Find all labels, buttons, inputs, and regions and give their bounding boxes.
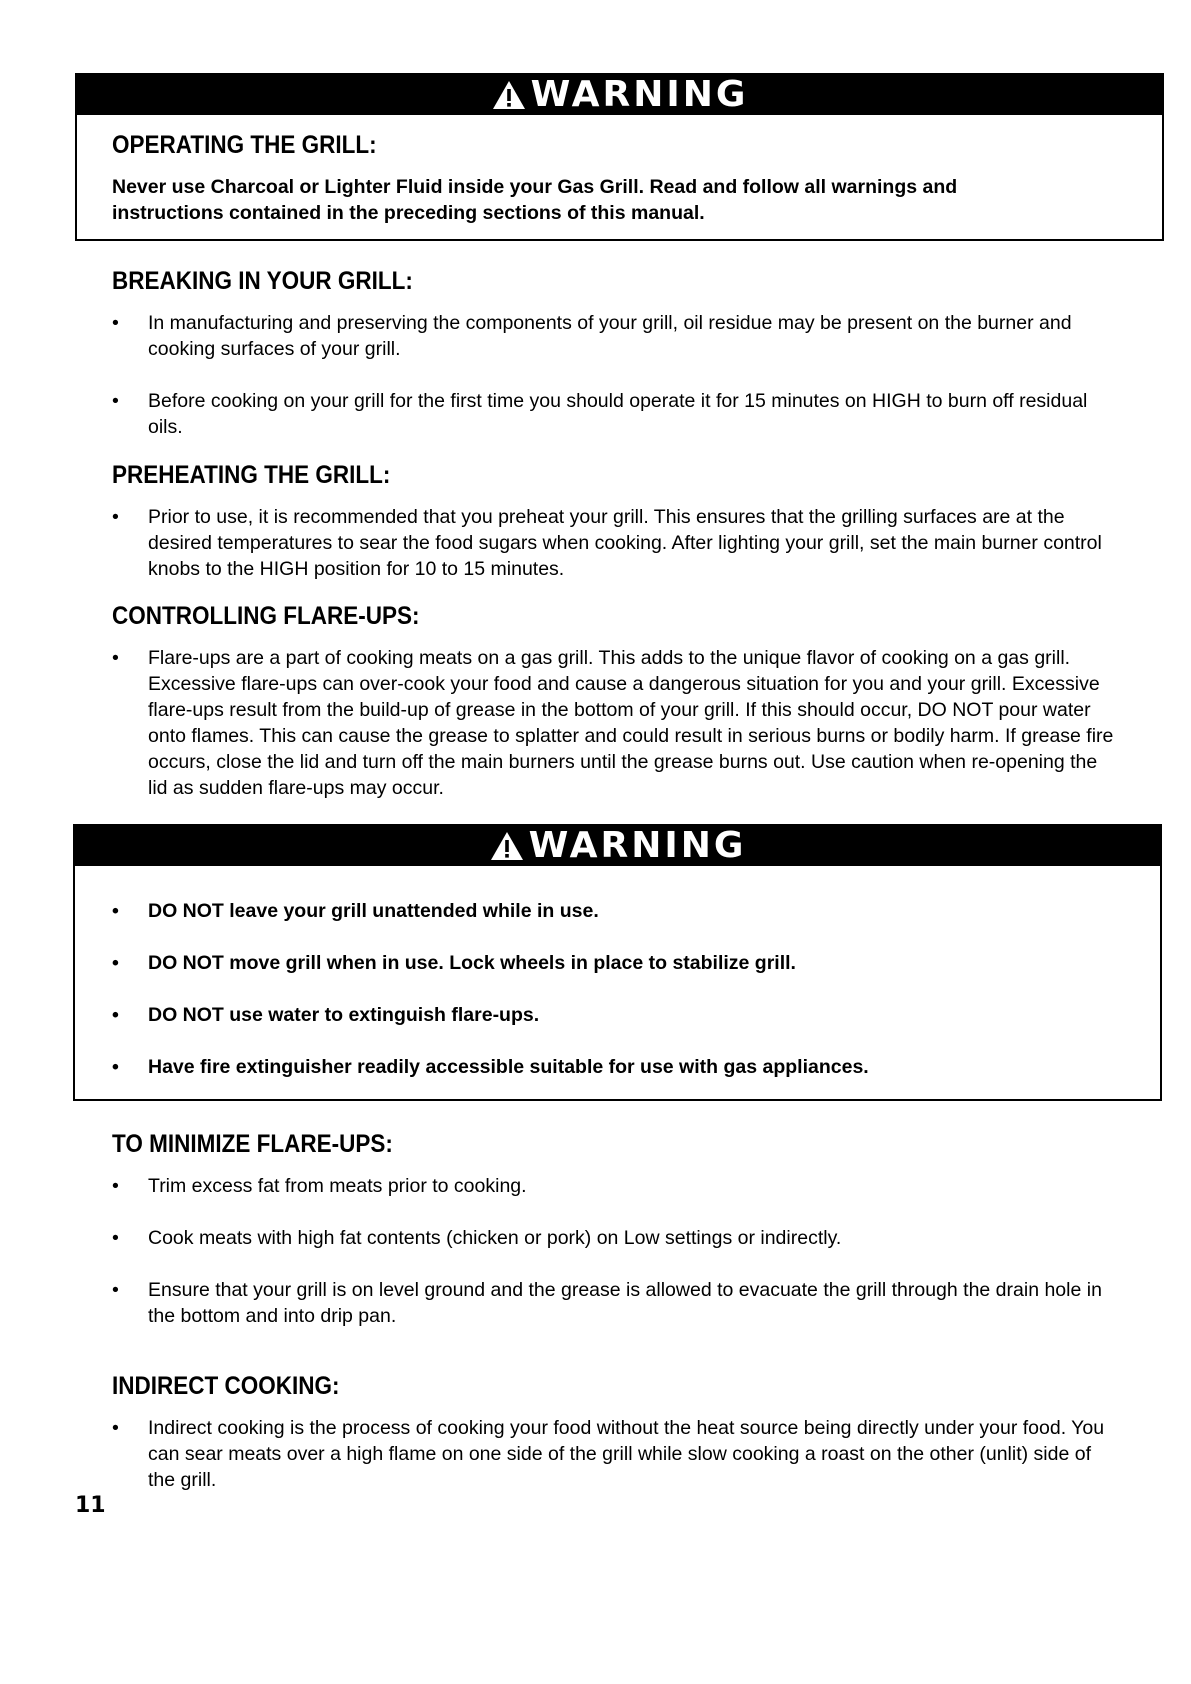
warning-label: WARNING <box>530 74 749 115</box>
list-item-text: DO NOT move grill when in use. Lock wheels in place to stabilize grill. <box>148 952 796 974</box>
list-item <box>112 950 1122 976</box>
warning-banner <box>77 75 1162 115</box>
breaking-in-heading: BREAKING IN YOUR GRILL: <box>112 267 413 295</box>
list-item <box>112 310 1122 362</box>
operating-text: Never use Charcoal or Lighter Fluid inside your Gas Grill. Read and follow all warnings and instructions contained in the preceding sections of this manual. <box>112 176 958 224</box>
list-item <box>112 898 1122 924</box>
preheating-heading: PREHEATING THE GRILL: <box>112 461 391 489</box>
list-item <box>112 1054 1122 1080</box>
list-item <box>112 1002 1122 1028</box>
list-item <box>112 1415 1122 1493</box>
list-item <box>112 388 1122 440</box>
list-item-text: In manufacturing and preserving the components of your grill, oil residue may be present on the burner and cooking surfaces of your grill. <box>148 312 1072 360</box>
warning-banner <box>75 826 1160 866</box>
list-item-text: DO NOT leave your grill unattended while in use. <box>148 900 599 922</box>
bullet-icon: • <box>112 1056 119 1078</box>
list-item-text: Have fire extinguisher readily accessible suitable for use with gas appliances. <box>148 1056 869 1078</box>
bullet-icon: • <box>112 506 119 528</box>
flareups-heading: CONTROLLING FLARE-UPS: <box>112 602 420 630</box>
list-item-text: Ensure that your grill is on level ground and the grease is allowed to evacuate the grill through the drain hole in the bottom and into drip pan. <box>148 1279 1102 1327</box>
indirect-heading: INDIRECT COOKING: <box>112 1372 340 1400</box>
list-item-text: Cook meats with high fat contents (chicken or pork) on Low settings or indirectly. <box>148 1227 842 1249</box>
page-number: 11 <box>75 1493 106 1518</box>
bullet-icon: • <box>112 647 119 669</box>
minimize-heading: TO MINIMIZE FLARE-UPS: <box>112 1130 393 1158</box>
list-item <box>112 1173 1122 1199</box>
list-item-text: Trim excess fat from meats prior to cooking. <box>148 1175 527 1197</box>
bullet-icon: • <box>112 390 119 412</box>
warning-triangle-icon <box>489 830 525 862</box>
list-item-text: Flare-ups are a part of cooking meats on a gas grill. This adds to the unique flavor of cooking on a gas grill. Excessive flare-ups can over-cook your food and cause a dangerous situation for you and your grill. Excessive flare-ups result from the build-up of grease in the bottom of your grill. If this should occur, DO NOT pour water onto flames. This can cause the grease to splatter and could result in serious burns or bodily harm. If grease fire occurs, close the lid and turn off the main burners until the grease burns out. Use caution when re-opening the lid as sudden flare-ups may occur. <box>148 647 1114 799</box>
bullet-icon: • <box>112 1004 119 1026</box>
warning-triangle-icon <box>491 79 527 111</box>
list-item-text: Indirect cooking is the process of cooking your food without the heat source being directly under your food. You can sear meats over a high flame on one side of the grill while slow cooking a roast on the other (unlit) side of the grill. <box>148 1417 1105 1491</box>
bullet-icon: • <box>112 1227 119 1249</box>
list-item <box>112 1225 1122 1251</box>
bullet-icon: • <box>112 312 119 334</box>
bullet-icon: • <box>112 1175 119 1197</box>
operating-heading: OPERATING THE GRILL: <box>112 131 377 159</box>
bullet-icon: • <box>112 900 119 922</box>
list-item-text: Before cooking on your grill for the first time you should operate it for 15 minutes on HIGH to burn off residual oils. <box>148 390 1088 438</box>
list-item-text: DO NOT use water to extinguish flare-ups. <box>148 1004 540 1026</box>
bullet-icon: • <box>112 1417 119 1439</box>
list-item <box>112 645 1122 801</box>
list-item-text: Prior to use, it is recommended that you preheat your grill. This ensures that the grilling surfaces are at the desired temperatures to sear the food sugars when cooking. After lighting your grill, set the main burner control knobs to the HIGH position for 10 to 15 minutes. <box>148 506 1102 580</box>
bullet-icon: • <box>112 1279 119 1301</box>
bullet-icon: • <box>112 952 119 974</box>
list-item <box>112 504 1122 582</box>
list-item <box>112 1277 1122 1329</box>
warning-label: WARNING <box>528 825 747 866</box>
